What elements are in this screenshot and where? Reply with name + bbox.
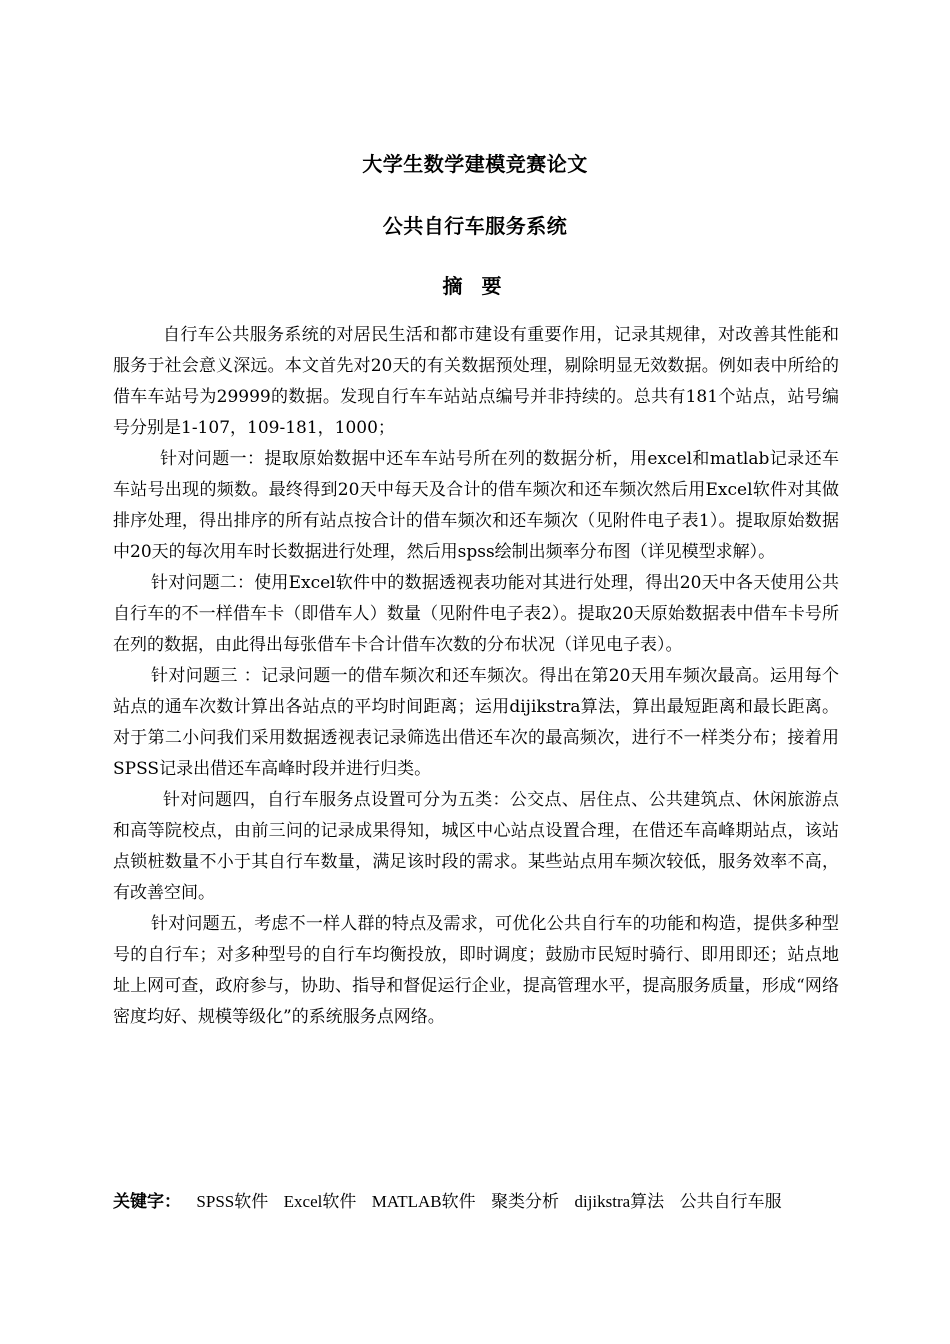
keyword-item: MATLAB软件 [371, 1192, 476, 1211]
keyword-item: SPSS软件 [196, 1192, 269, 1211]
abstract-paragraph-problem-5: 针对问题五，考虑不一样人群的特点及需求，可优化公共自行车的功能和构造，提供多种型号的自行车；对多种型号的自行车均衡投放，即时调度；鼓励市民短时骑行、即用即还；站点地址上网可查，政府参与，协助、指导和督促运行企业，提高管理水平，提高服务质量，形成“网络密度均好、规模等级化”的系统服务点网络。 [113, 914, 839, 1027]
abstract-body [113, 320, 839, 1033]
abstract-paragraph-problem-4: 针对问题四，自行车服务点设置可分为五类：公交点、居住点、公共建筑点、休闲旅游点和高等院校点，由前三问的记录成果得知，城区中心站点设置合理，在借还车高峰期站点，该站点锁桩数量不小于其自行车数量，满足该时段的需求。某些站点用车频次较低，服务效率不高，有改善空间。 [113, 790, 839, 903]
abstract-heading: 摘 要 [442, 274, 508, 298]
abstract-paragraph-problem-2: 针对问题二：使用Excel软件中的数据透视表功能对其进行处理，得出20天中各天使用公共自行车的不一样借车卡（即借车人）数量（见附件电子表2）。提取20天原始数据表中借车卡号所在列的数据，由此得出每张借车卡合计借车次数的分布状况（详见电子表）。 [113, 573, 839, 655]
keyword-item: dijikstra算法 [574, 1192, 665, 1211]
keywords-line [113, 1188, 853, 1216]
keyword-item: 聚类分析 [491, 1192, 560, 1211]
abstract-paragraph-problem-1: 针对问题一：提取原始数据中还车车站号所在列的数据分析，用excel和matlab记录还车车站号出现的频数。最终得到20天中每天及合计的借车频次和还车频次然后用Excel软件对其做排序处理，得出排序的所有站点按合计的借车频次和还车频次（见附件电子表1）。提取原始数据中20天的每次用车时长数据进行处理，然后用spss绘制出频率分布图（详见模型求解）。 [113, 449, 839, 562]
abstract-paragraph-problem-3: 针对问题三 ：记录问题一的借车频次和还车频次。得出在第20天用车频次最高。运用每个站点的通车次数计算出各站点的平均时间距离；运用dijikstra算法，算出最短距离和最长距离。对于第二小问我们采用数据透视表记录筛选出借还车次的最高频次，进行不一样类分布；接着用SPSS记录出借还车高峰时段并进行归类。 [113, 666, 839, 779]
paper-title: 大学生数学建模竞赛论文 [362, 152, 588, 176]
abstract-paragraph-intro: 自行车公共服务系统的对居民生活和都市建设有重要作用，记录其规律，对改善其性能和服务于社会意义深远。本文首先对20天的有关数据预处理，剔除明显无效数据。例如表中所给的借车车站号为29999的数据。发现自行车车站站点编号并非持续的。总共有181个站点，站号编号分别是1-107，109-181，1000； [113, 325, 839, 438]
paper-subtitle: 公共自行车服务系统 [382, 214, 568, 238]
keyword-item: Excel软件 [283, 1192, 357, 1211]
keyword-item: 公共自行车服 [679, 1192, 782, 1211]
keywords-label: 关键字： [113, 1192, 181, 1212]
